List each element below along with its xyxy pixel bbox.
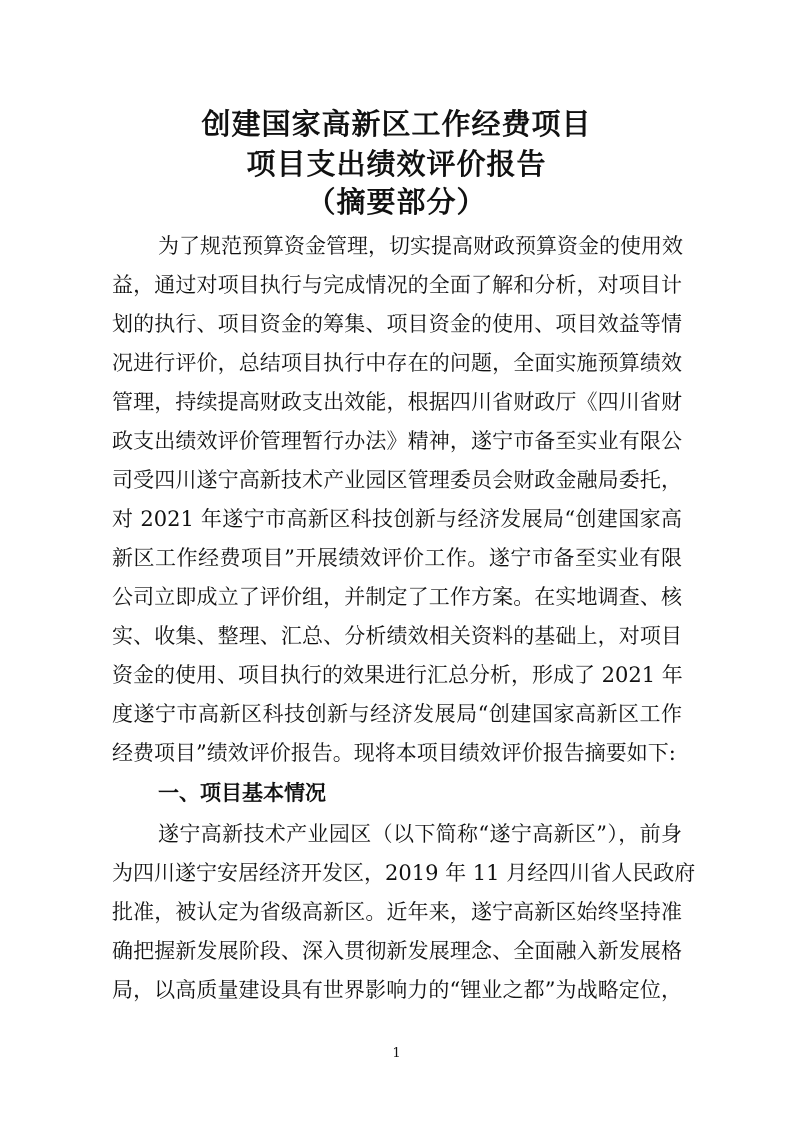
intro-paragraph-line: 况进行评价，总结项目执行中存在的问题，全面实施预算绩效 bbox=[112, 351, 682, 375]
intro-paragraph-line: 司受四川遂宁高新技术产业园区管理委员会财政金融局委托， bbox=[112, 468, 682, 492]
section-paragraph-line: 为四川遂宁安居经济开发区，2019 年 11 月经四川省人民政府 bbox=[112, 861, 696, 885]
intro-paragraph-line: 经费项目”绩效评价报告。现将本项目绩效评价报告摘要如下: bbox=[112, 741, 676, 765]
intro-paragraph-line: 益，通过对项目执行与完成情况的全面了解和分析，对项目计 bbox=[112, 273, 682, 297]
intro-paragraph-line: 公司立即成立了评价组，并制定了工作方案。在实地调查、核 bbox=[112, 585, 682, 609]
intro-paragraph-line: 对 2021 年遂宁市高新区科技创新与经济发展局“创建国家高 bbox=[112, 507, 682, 531]
document-title-line-2: 项目支出绩效评价报告 bbox=[246, 147, 547, 181]
intro-paragraph-line: 实、收集、整理、汇总、分析绩效相关资料的基础上，对项目 bbox=[112, 624, 682, 648]
intro-paragraph-line: 划的执行、项目资金的筹集、项目资金的使用、项目效益等情 bbox=[112, 312, 682, 336]
section-paragraph-line: 遂宁高新技术产业园区（以下简称“遂宁高新区”），前身 bbox=[158, 822, 682, 846]
page-number: 1 bbox=[392, 1046, 401, 1061]
section-paragraph-line: 局，以高质量建设具有世界影响力的“锂业之都”为战略定位， bbox=[112, 978, 682, 1002]
intro-paragraph-line: 为了规范预算资金管理，切实提高财政预算资金的使用效 bbox=[158, 234, 683, 258]
document-title-line-1: 创建国家高新区工作经费项目 bbox=[201, 107, 592, 141]
section-heading: 一、项目基本情况 bbox=[158, 781, 326, 805]
document-title-line-3: （摘要部分） bbox=[306, 185, 487, 219]
intro-paragraph-line: 政支出绩效评价管理暂行办法》精神，遂宁市备至实业有限公 bbox=[112, 429, 682, 453]
section-paragraph-line: 确把握新发展阶段、深入贯彻新发展理念、全面融入新发展格 bbox=[112, 939, 682, 963]
intro-paragraph-line: 新区工作经费项目”开展绩效评价工作。遂宁市备至实业有限 bbox=[112, 546, 682, 570]
section-paragraph-line: 批准，被认定为省级高新区。近年来，遂宁高新区始终坚持准 bbox=[112, 900, 682, 924]
intro-paragraph-line: 管理，持续提高财政支出效能，根据四川省财政厅《四川省财 bbox=[112, 390, 682, 414]
intro-paragraph-line: 资金的使用、项目执行的效果进行汇总分析，形成了 2021 年 bbox=[112, 663, 683, 687]
intro-paragraph-line: 度遂宁市高新区科技创新与经济发展局“创建国家高新区工作 bbox=[112, 702, 682, 726]
